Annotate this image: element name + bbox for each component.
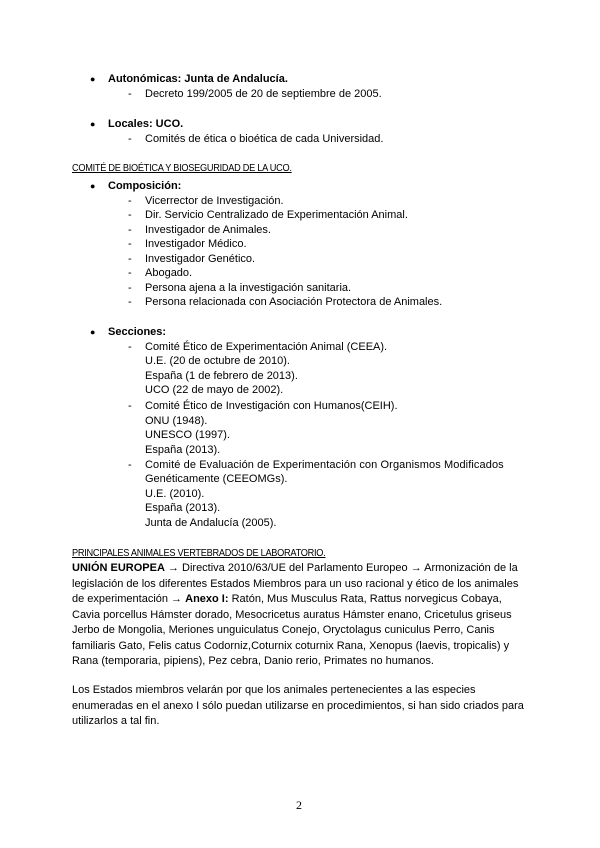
seccion-line: España (2013). [145, 444, 221, 456]
composicion-item: Investigador Médico. [145, 238, 247, 250]
seccion-line: España (2013). [145, 502, 221, 514]
seccion-line: UNESCO (1997). [145, 429, 230, 441]
seccion-line: Junta de Andalucía (2005). [145, 517, 277, 529]
paragraph-estados: Los Estados miembros velarán por que los animales pertenecientes a las especies enumeradas en el anexo I sólo puedan utilizarse en procedimientos, si han sido criados para utilizarlos a tal fin. [72, 684, 524, 727]
seccion-line: UCO (22 de mayo de 2002). [145, 384, 284, 396]
dash-marker: - [128, 341, 132, 353]
composicion-item: Abogado. [145, 267, 193, 279]
paragraph-ue [72, 561, 532, 670]
section-heading-comite: COMITÉ DE BIOÉTICA Y BIOSEGURIDAD DE LA UCO. [72, 163, 292, 174]
bullet-icon: ● [90, 327, 96, 337]
seccion-title-cont: Genéticamente (CEEOMGs). [145, 473, 288, 485]
seccion-line: ONU (1948). [145, 415, 208, 427]
dash-marker: - [128, 209, 132, 221]
seccion-title: Comité Ético de Investigación con Humanos(CEIH). [145, 400, 398, 412]
composicion-heading: Composición: [108, 180, 182, 192]
bullet-icon: ● [90, 74, 96, 84]
seccion-title: Comité de Evaluación de Experimentación con Organismos Modificados [145, 459, 504, 471]
dash-marker: - [128, 253, 132, 265]
auto-heading: Autonómicas: Junta de Andalucía. [108, 73, 288, 85]
dash-marker: - [128, 282, 132, 294]
bullet-icon: ● [90, 181, 96, 191]
dash-marker: - [128, 195, 132, 207]
dash-marker: - [128, 238, 132, 250]
local-heading: Locales: UCO. [108, 118, 184, 130]
dash-marker: - [128, 133, 132, 145]
composicion-item: Dir. Servicio Centralizado de Experimentación Animal. [145, 209, 408, 221]
dash-marker: - [128, 267, 132, 279]
page-number: 2 [296, 798, 302, 812]
seccion-title: Comité Ético de Experimentación Animal (CEEA). [145, 341, 388, 353]
composicion-item: Persona relacionada con Asociación Protectora de Animales. [145, 296, 443, 308]
composicion-item: Vicerrector de Investigación. [145, 195, 284, 207]
section-heading-animales: PRINCIPALES ANIMALES VERTEBRADOS DE LABORATORIO. [72, 548, 326, 559]
dash-marker: - [128, 400, 132, 412]
ue-text-1: → Directiva 2010/63/UE del Parlamento Europeo → Armonización de la legislación de los diferentes Estados Miembros para un uso racional y ético de los animales de experimentación → [72, 562, 519, 605]
seccion-line: U.E. (20 de octubre de 2010). [145, 355, 290, 367]
composicion-item: Investigador Genético. [145, 253, 256, 265]
bullet-icon: ● [90, 119, 96, 129]
composicion-item: Investigador de Animales. [145, 224, 271, 236]
dash-marker: - [128, 224, 132, 236]
ue-lead: UNIÓN EUROPEA [72, 562, 165, 574]
seccion-line: España (1 de febrero de 2013). [145, 370, 298, 382]
auto-item: Decreto 199/2005 de 20 de septiembre de 2005. [145, 88, 382, 100]
anexo-label: Anexo I: [185, 593, 229, 605]
seccion-line: U.E. (2010). [145, 488, 205, 500]
dash-marker: - [128, 88, 132, 100]
dash-marker: - [128, 459, 132, 471]
dash-marker: - [128, 296, 132, 308]
secciones-heading: Secciones: [108, 326, 167, 338]
ue-text-2: Ratón, Mus Musculus Rata, Rattus norvegicus Cobaya, Cavia porcellus Hámster dorado, Mesocricetus auratus Hámster enano, Cricetulus griseus Jerbo de Mongolia, Meriones unguiculatus Conejo, Oryctolagus cuniculus Perro, Canis familiaris Gato, Felis catus Codorniz,Coturnix coturnix Rana, Xenopus (laevis, tropicalis) y Rana (temporaria, pipiens), Pez cebra, Danio rerio, Primates no humanos. [72, 593, 512, 667]
local-item: Comités de ética o bioética de cada Universidad. [145, 133, 384, 145]
composicion-item: Persona ajena a la investigación sanitaria. [145, 282, 352, 294]
